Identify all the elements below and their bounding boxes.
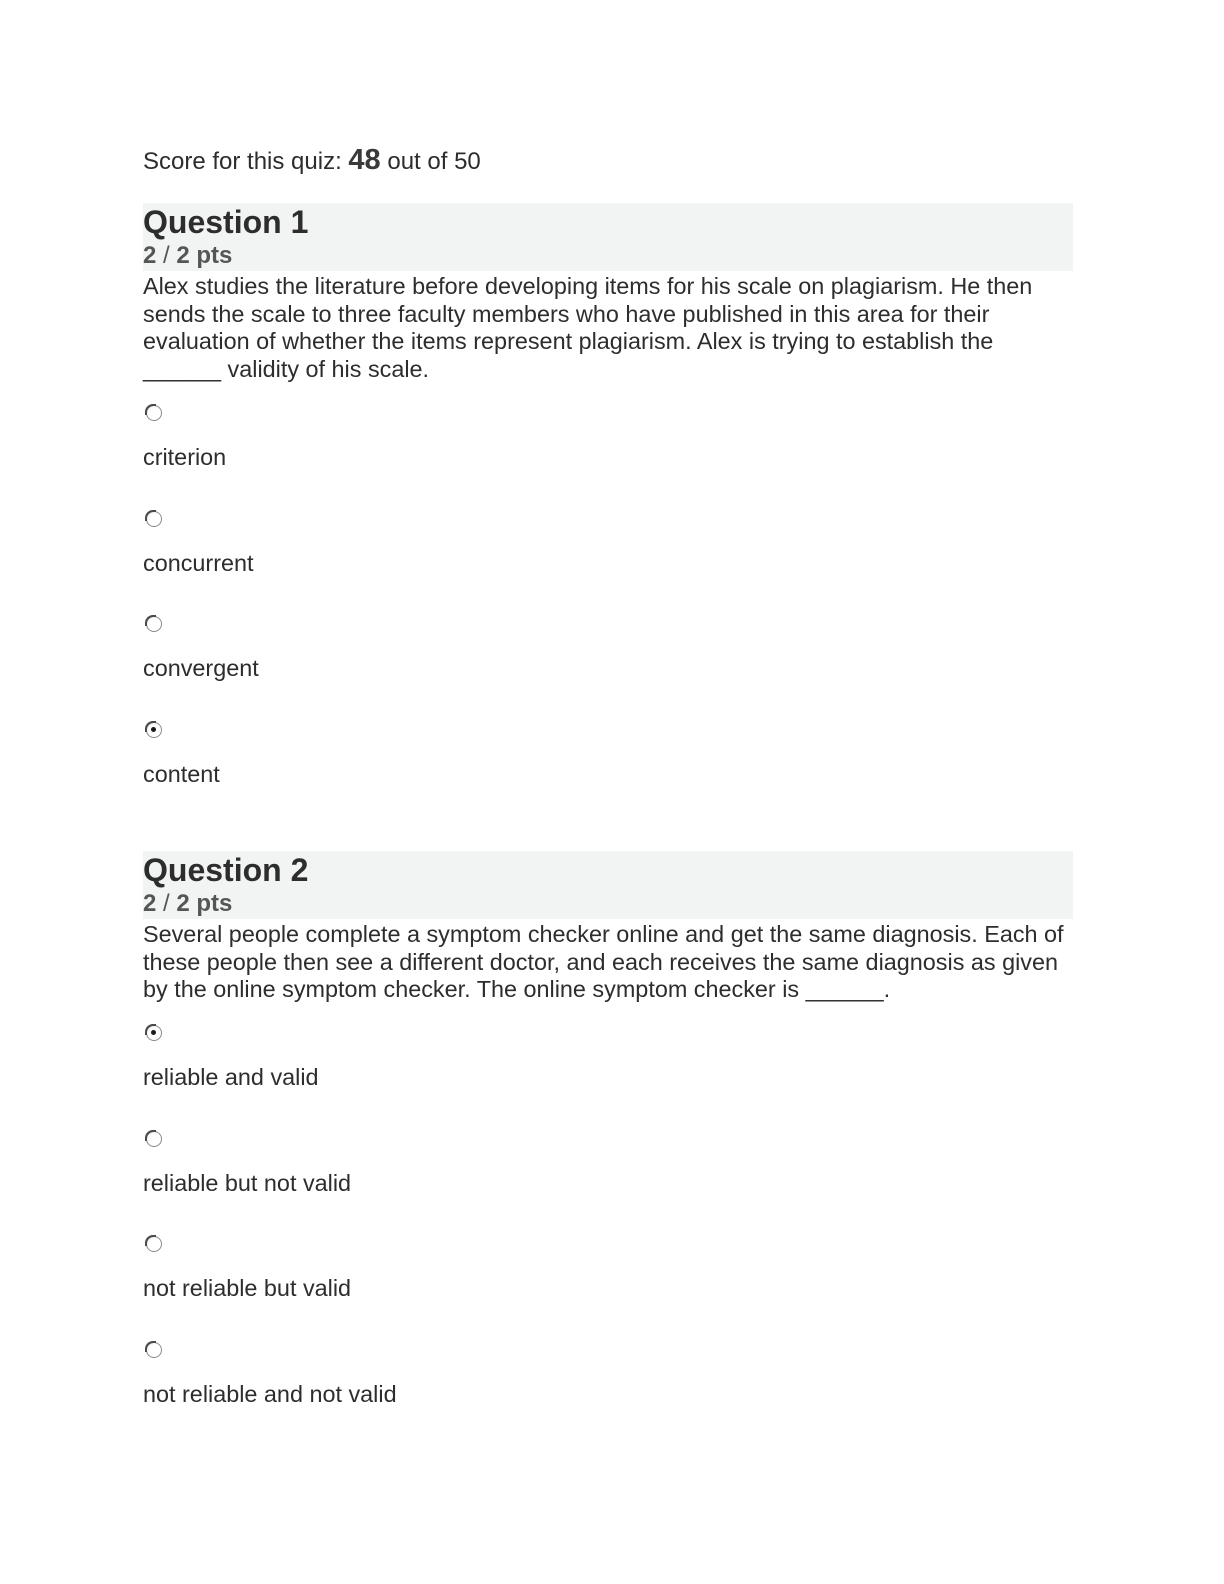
answer-label: content bbox=[143, 761, 220, 787]
question-1-text: Alex studies the literature before developing items for his scale on plagiarism. He then sends the scale to three faculty members who have published in this area for their evaluation of whether the items represent plagiarism. Alex is trying to establish the ______ validity of his scale. bbox=[143, 273, 1033, 382]
radio-icon[interactable] bbox=[146, 1131, 162, 1147]
question-2-points-separator: / bbox=[156, 890, 177, 917]
question-2-answer-2[interactable] bbox=[143, 1131, 743, 1197]
question-1-answer-4[interactable] bbox=[143, 722, 743, 788]
question-2-answer-3[interactable] bbox=[143, 1236, 743, 1302]
question-1-answer-2[interactable] bbox=[143, 511, 743, 577]
score-suffix: out of 50 bbox=[380, 148, 481, 175]
answer-label: convergent bbox=[143, 655, 259, 681]
question-1-points bbox=[143, 241, 1073, 271]
question-2-points-total: 2 pts bbox=[176, 890, 233, 917]
question-1-points-separator: / bbox=[156, 242, 177, 269]
radio-icon[interactable] bbox=[146, 405, 162, 421]
question-2-points bbox=[143, 889, 1073, 919]
question-2-points-earned: 2 bbox=[143, 890, 157, 917]
question-1-header bbox=[143, 203, 1073, 271]
quiz-score bbox=[143, 142, 1073, 178]
question-1 bbox=[143, 203, 1073, 787]
score-value: 48 bbox=[348, 144, 381, 176]
radio-icon[interactable] bbox=[146, 616, 162, 632]
radio-selected-icon[interactable] bbox=[146, 722, 162, 738]
answer-label: reliable and valid bbox=[143, 1064, 319, 1090]
answer-label: reliable but not valid bbox=[143, 1170, 352, 1196]
question-2-answer-1[interactable] bbox=[143, 1025, 743, 1091]
quiz-results-page bbox=[143, 142, 1073, 1407]
question-1-answer-3[interactable] bbox=[143, 616, 743, 682]
question-1-points-earned: 2 bbox=[143, 242, 157, 269]
question-1-answer-1[interactable] bbox=[143, 405, 743, 471]
answer-label: not reliable but valid bbox=[143, 1275, 352, 1301]
question-2-answer-4[interactable] bbox=[143, 1342, 743, 1408]
question-1-points-total: 2 pts bbox=[176, 242, 233, 269]
radio-icon[interactable] bbox=[146, 1342, 162, 1358]
radio-icon[interactable] bbox=[146, 511, 162, 527]
question-2-title: Question 2 bbox=[143, 852, 309, 888]
radio-icon[interactable] bbox=[146, 1236, 162, 1252]
answer-label: concurrent bbox=[143, 550, 254, 576]
question-1-title: Question 1 bbox=[143, 204, 309, 240]
answer-label: not reliable and not valid bbox=[143, 1381, 397, 1407]
question-2-text: Several people complete a symptom checker online and get the same diagnosis. Each of these people then see a different doctor, and each receives the same diagnosis as given by the online symptom checker. The online symptom checker is ______. bbox=[143, 921, 1064, 1002]
question-2-header bbox=[143, 851, 1073, 919]
radio-selected-icon[interactable] bbox=[146, 1025, 162, 1041]
question-2 bbox=[143, 851, 1073, 1407]
score-prefix: Score for this quiz: bbox=[143, 148, 349, 175]
answer-label: criterion bbox=[143, 444, 227, 470]
